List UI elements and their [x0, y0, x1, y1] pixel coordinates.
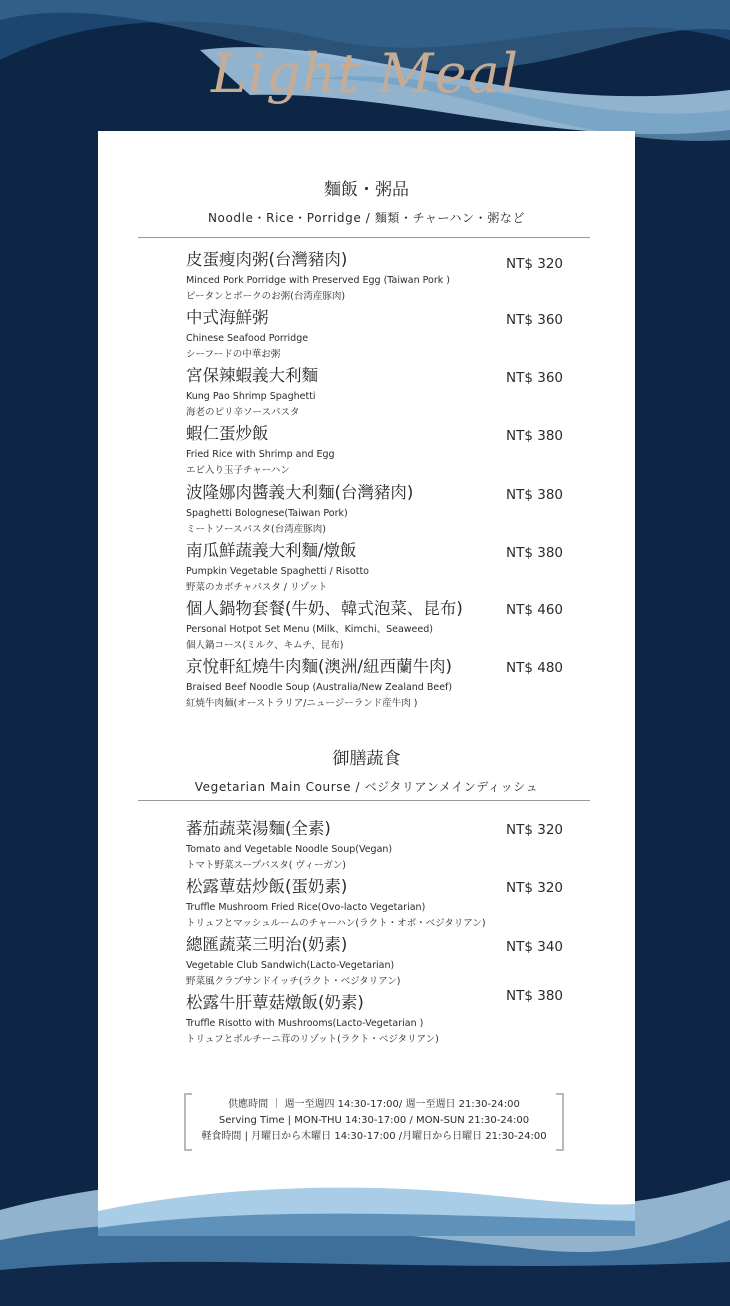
item-price: NT$ 460: [506, 602, 563, 618]
item-name-jp: 紅焼牛肉麺(オーストラリア/ニュージーランド産牛肉 ): [186, 698, 418, 709]
item-name-en: Braised Beef Noodle Soup (Australia/New Zealand Beef): [186, 682, 453, 693]
section-subtitle: Noodle・Rice・Porridge / 麵類・チャーハン・粥など: [207, 211, 526, 225]
card-bottom-wave: [98, 1166, 635, 1236]
item-price: NT$ 380: [506, 988, 563, 1004]
item-name-en: Truffle Risotto with Mushrooms(Lacto-Vegetarian ): [186, 1018, 424, 1029]
section-divider: [138, 800, 590, 801]
item-name-zh: 皮蛋瘦肉粥(台灣豬肉): [186, 250, 348, 269]
item-price: NT$ 340: [506, 939, 563, 955]
section-noodle-rice: [98, 175, 635, 226]
section-subtitle: Vegetarian Main Course / ベジタリアンメインディッシュ: [194, 780, 539, 794]
item-name-jp: ミートソースパスタ(台湾産豚肉): [186, 524, 326, 535]
item-name-zh: 蝦仁蛋炒飯: [186, 424, 269, 443]
item-name-zh: 松露蕈菇炒飯(蛋奶素): [186, 877, 348, 896]
item-price: NT$ 360: [506, 370, 563, 386]
serving-hours-en: Serving Time | MON-THU 14:30-17:00 / MON-SUN 21:30-24:00: [218, 1115, 530, 1126]
item-name-zh: 個人鍋物套餐(牛奶、韓式泡菜、昆布): [186, 599, 463, 618]
item-price: NT$ 480: [506, 660, 563, 676]
item-name-jp: トリュフとマッシュルームのチャーハン(ラクト・オボ・ベジタリアン): [186, 918, 486, 929]
serving-hours-box: [184, 1093, 564, 1151]
item-name-en: Truffle Mushroom Fried Rice(Ovo-lacto Vegetarian): [186, 902, 426, 913]
section-title: 御膳蔬食: [332, 749, 401, 769]
item-name-jp: トマト野菜スープパスタ( ヴィーガン): [186, 860, 346, 871]
item-name-en: Personal Hotpot Set Menu (Milk、Kimchi、Seaweed): [186, 624, 433, 635]
item-name-jp: トリュフとポルチーニ茸のリゾット(ラクト・ベジタリアン): [186, 1034, 439, 1045]
item-name-jp: 野菜のカボチャパスタ / リゾット: [186, 582, 328, 593]
item-name-jp: シーフードの中華お粥: [186, 349, 281, 360]
item-price: NT$ 380: [506, 428, 563, 444]
item-name-zh: 宮保辣蝦義大利麵: [186, 366, 318, 385]
serving-hours-jp: 軽食時間 | 月曜日から木曜日 14:30-17:00 /月曜日から日曜日 21:30-24:00: [201, 1131, 547, 1142]
item-name-en: Pumpkin Vegetable Spaghetti / Risotto: [186, 566, 369, 577]
item-name-zh: 京悅軒紅燒牛肉麵(澳洲/紐西蘭牛肉): [186, 657, 452, 676]
section-divider: [138, 237, 590, 238]
item-name-jp: 野菜風クラブサンドイッチ(ラクト・ベジタリアン): [186, 976, 401, 987]
item-price: NT$ 320: [506, 880, 563, 896]
page-title: Light Meal: [210, 42, 520, 105]
item-name-zh: 中式海鮮粥: [186, 308, 269, 327]
section-title: 麵飯・粥品: [324, 180, 409, 200]
item-name-en: Minced Pork Porridge with Preserved Egg (Taiwan Pork ): [186, 275, 450, 286]
item-price: NT$ 320: [506, 822, 563, 838]
section-vegetarian: [98, 744, 635, 795]
item-name-en: Tomato and Vegetable Noodle Soup(Vegan): [186, 844, 393, 855]
serving-hours-zh: 供應時間 ｜ 週一至週四 14:30-17:00/ 週一至週日 21:30-24:00: [228, 1099, 520, 1110]
item-name-zh: 波隆娜肉醬義大利麵(台灣豬肉): [186, 483, 414, 502]
item-price: NT$ 380: [506, 487, 563, 503]
item-name-jp: 海老のピリ辛ソースパスタ: [186, 407, 300, 418]
item-name-jp: エビ入り玉子チャーハン: [186, 465, 290, 476]
item-name-en: Kung Pao Shrimp Spaghetti: [186, 391, 316, 402]
menu-card: [98, 131, 635, 1236]
item-price: NT$ 320: [506, 256, 563, 272]
item-name-zh: 總匯蔬菜三明治(奶素): [186, 935, 348, 954]
item-name-zh: 南瓜鮮蔬義大利麵/燉飯: [186, 541, 357, 560]
item-name-jp: 個人鍋コース(ミルク、キムチ、昆布): [186, 640, 344, 651]
item-price: NT$ 360: [506, 312, 563, 328]
item-price: NT$ 380: [506, 545, 563, 561]
item-name-jp: ピータンとポークのお粥(台湾産豚肉): [186, 291, 346, 302]
item-name-en: Chinese Seafood Porridge: [186, 333, 309, 344]
item-name-en: Vegetable Club Sandwich(Lacto-Vegetarian): [186, 960, 395, 971]
item-name-zh: 松露牛肝蕈菇燉飯(奶素): [186, 993, 364, 1012]
item-name-en: Spaghetti Bolognese(Taiwan Pork): [186, 508, 348, 519]
item-name-zh: 蕃茄蔬菜湯麵(全素): [186, 819, 331, 838]
item-name-en: Fried Rice with Shrimp and Egg: [186, 449, 335, 460]
